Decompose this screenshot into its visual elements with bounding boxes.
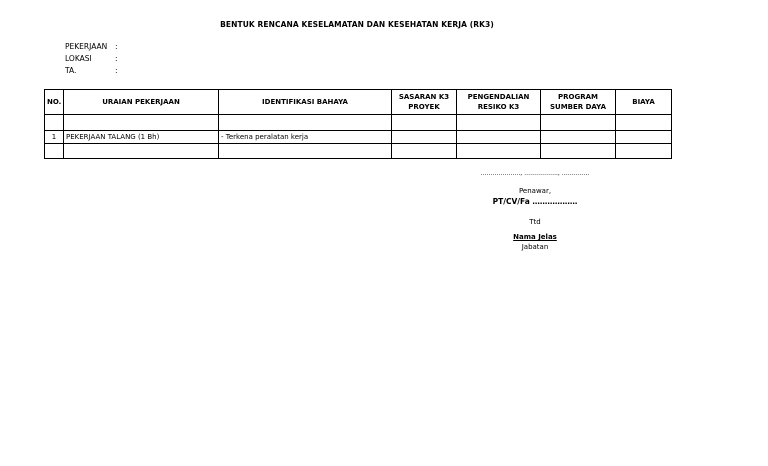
document-title: BENTUK RENCANA KESELAMATAN DAN KESEHATAN KERJA (RK3) [220,20,494,29]
meta-ta [65,65,118,77]
meta-sep: : [115,66,118,75]
table-row-empty [45,144,672,159]
meta-sep: : [115,54,118,63]
meta-label-pekerjaan: PEKERJAAN [65,42,108,51]
cell-biaya [616,131,672,144]
signature-place-date: ……………….., …………….., ………….. [480,170,590,177]
meta-label-ta: TA. [65,66,77,75]
signature-name: Nama Jelas [513,233,557,241]
col-header-program: PROGRAM SUMBER DAYA [541,90,616,115]
col-header-bahaya: IDENTIFIKASI BAHAYA [219,90,392,115]
signature-penawar: Penawar, [518,187,552,195]
table-header-row [45,90,672,115]
cell-pengendalian [457,131,541,144]
col-header-biaya: BIAYA [616,90,672,115]
col-header-sasaran: SASARAN K3 PROYEK [392,90,457,115]
cell-sasaran [392,131,457,144]
signature-ttd: Ttd [529,218,541,226]
cell-no: 1 [45,131,64,144]
cell-uraian: PEKERJAAN TALANG (1 Bh) [64,131,219,144]
col-header-no: NO. [45,90,64,115]
meta-pekerjaan [65,41,118,53]
signature-company: PT/CV/Fa ……………… [492,197,578,206]
rk3-table [44,89,672,159]
table-row-spacer [45,115,672,131]
meta-lokasi [65,53,118,65]
table-row [45,131,672,144]
meta-sep: : [115,42,118,51]
signature-position: Jabatan [521,243,549,251]
cell-bahaya: - Terkena peralatan kerja [219,131,392,144]
col-header-pengendalian: PENGENDALIAN RESIKO K3 [457,90,541,115]
meta-label-lokasi: LOKASI [65,54,92,63]
col-header-uraian: URAIAN PEKERJAAN [64,90,219,115]
cell-program [541,131,616,144]
